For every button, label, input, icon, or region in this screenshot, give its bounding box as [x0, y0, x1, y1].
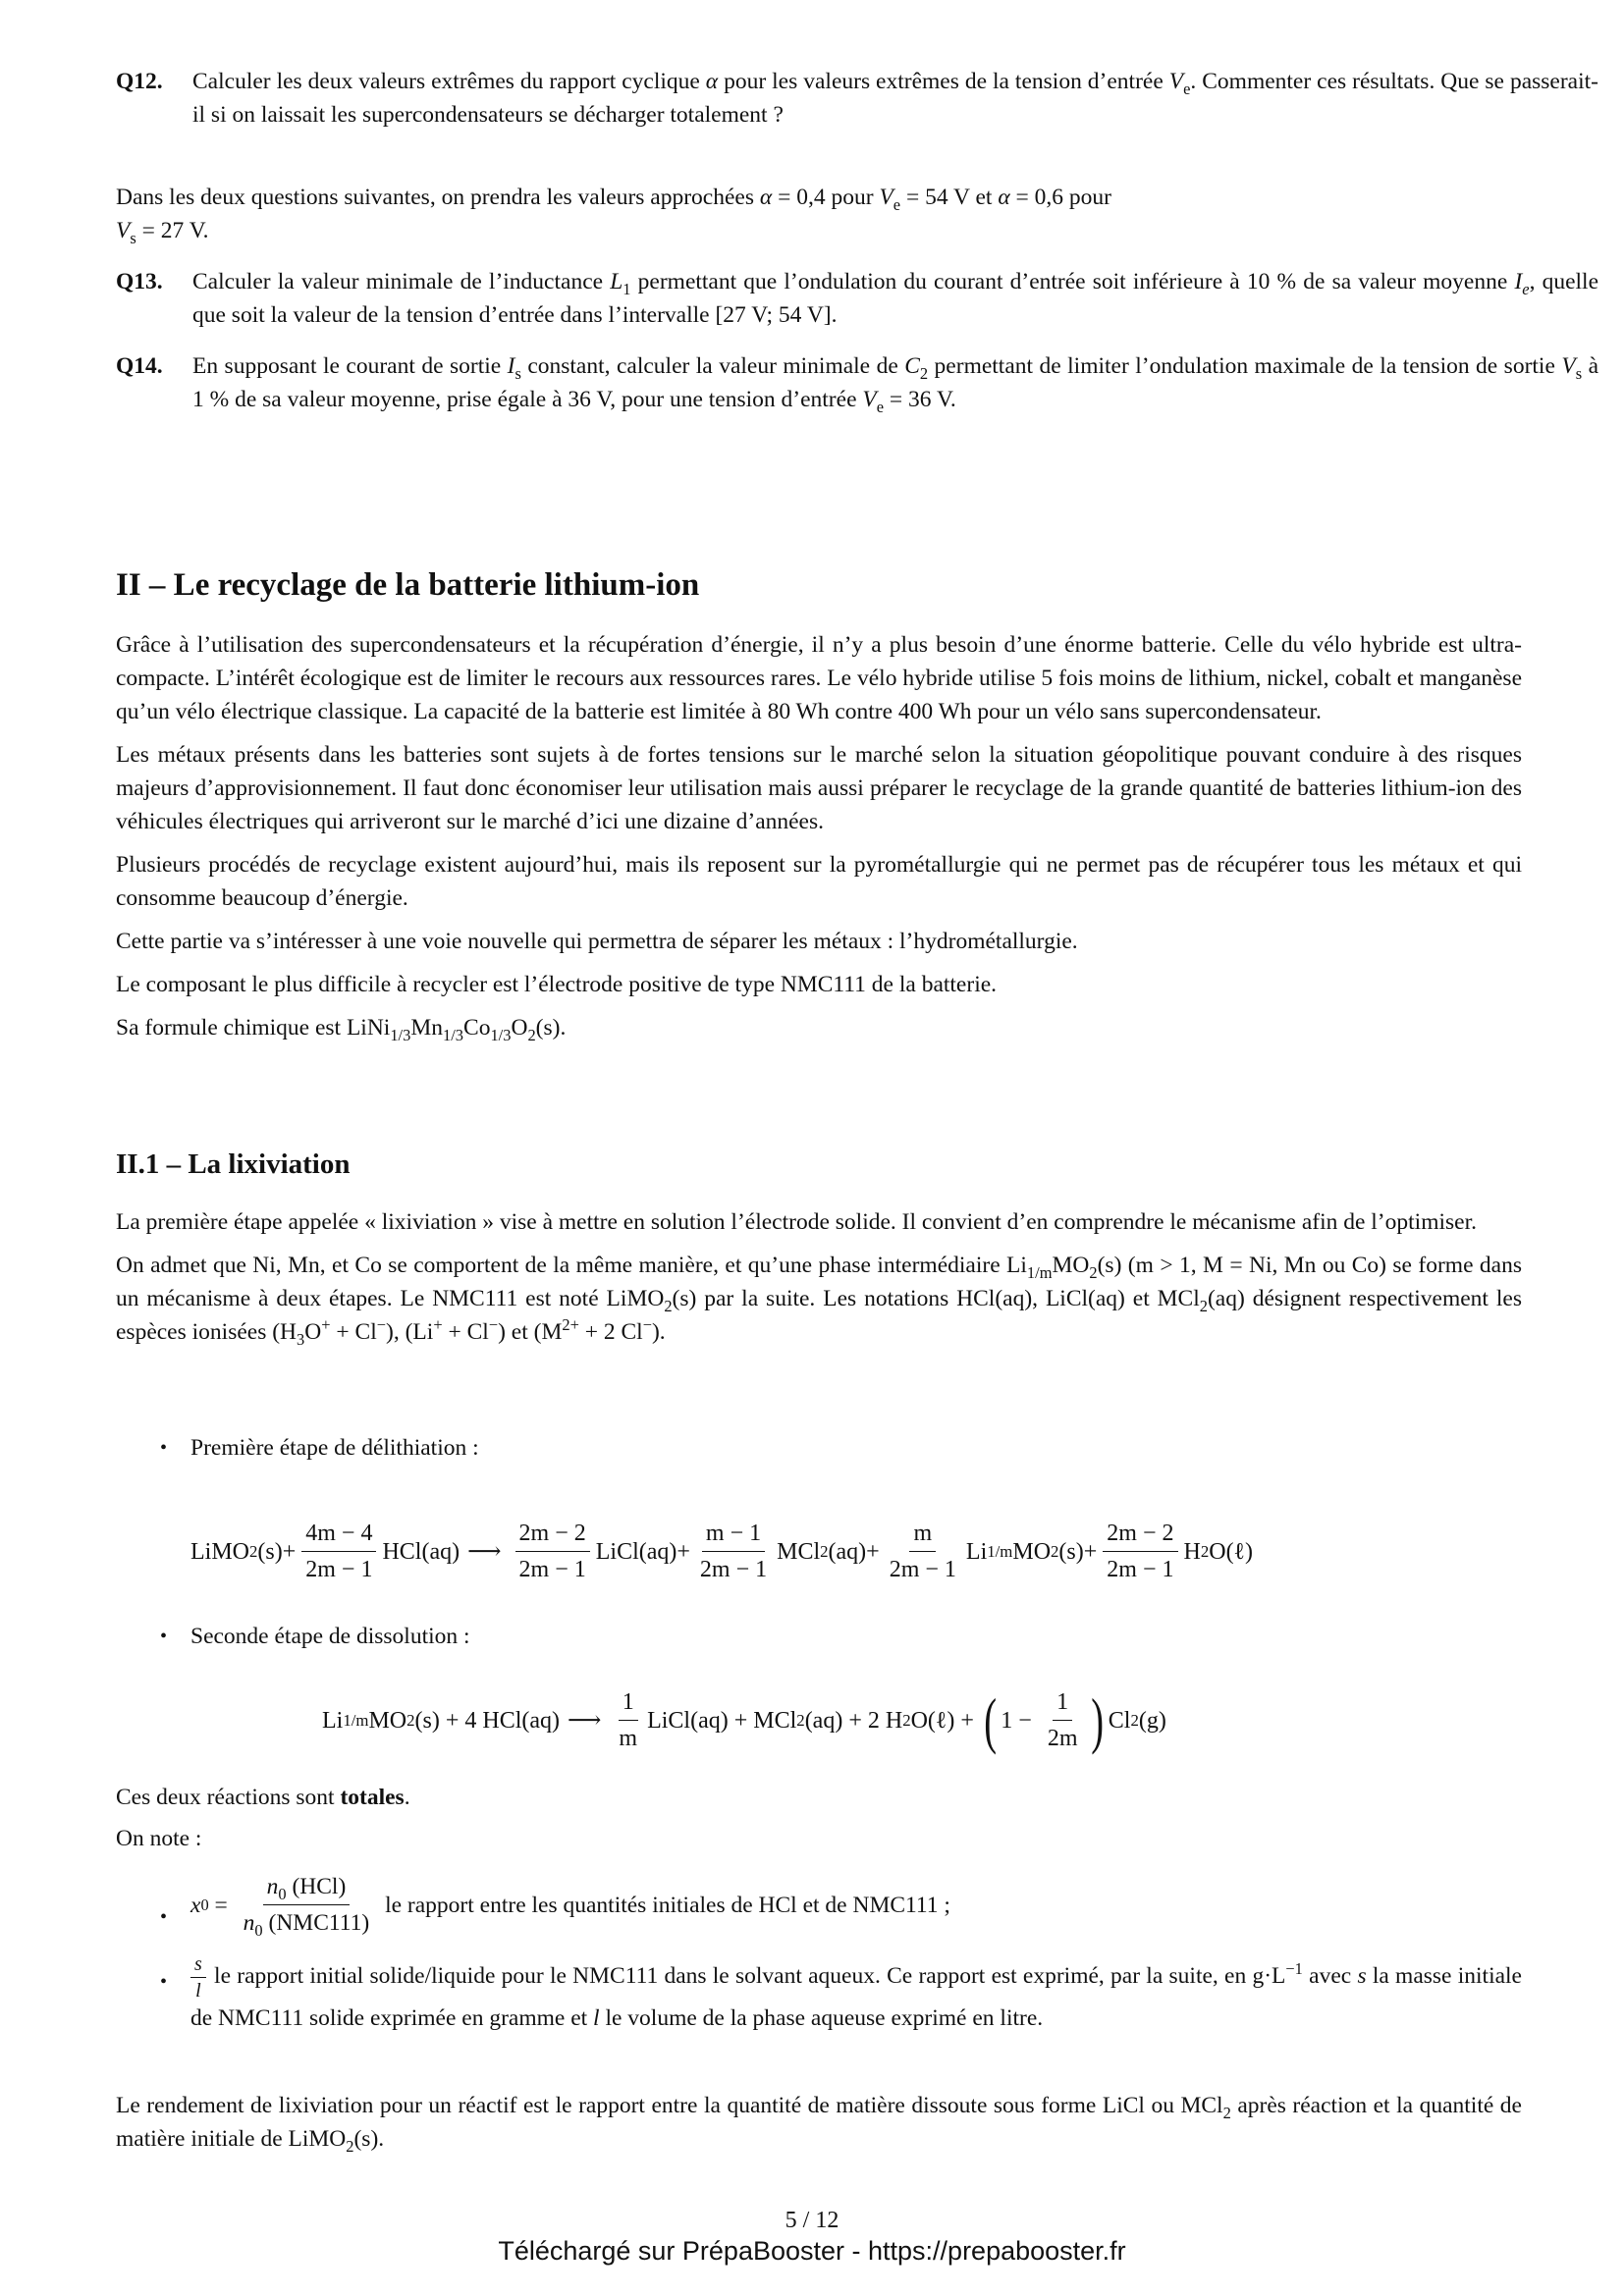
bullet-dissolution: • Seconde étape de dissolution : [116, 1620, 1522, 1653]
note-x0: • x 0 = $\frac{n_0 (HCl)}{n_0 (NMC111)}$ le rapport entre les quantités initiales de HCl et de NMC111 ; [116, 1871, 1522, 1939]
section-ii-body [116, 628, 1522, 1044]
paragraph: Plusieurs procédés de recyclage existent aujourd’hui, mais ils reposent sur la pyrométallurgie qui ne permet pas de récupérer tous les métaux et qui consomme beaucoup d’énergie. [116, 852, 1522, 911]
bullet-icon: • [160, 1626, 168, 1647]
paragraph-totales: Ces deux réactions sont totales. [116, 1785, 410, 1810]
question-q12: Q12. Calculer les deux valeurs extrêmes du rapport cyclique α pour les valeurs extrêmes de la tension d’entrée $V_e$. Commenter ces résultats. Que se passerait-il si on laissait les supercondensateurs se décharger totalement ? [116, 65, 1598, 132]
equation-delithiation: LiMO 2 (s) + $\frac{4m - 4}{2m - 1}$ HCl(aq) ⟶ $\frac{2m - 2}{2m - 1}$ LiCl(aq) + $\frac{m - 1}{2m - 1}$ MCl 2 (aq) + $\frac{m}{2m - 1}$ Li 1/m MO 2 (s) + $\frac{2m - 2}{2m - 1}$ H 2 O(ℓ) [190, 1518, 1253, 1585]
chemical-formula-paragraph: Sa formule chimique est $LiNi_{1/3}Mn_{1/3}Co_{1/3}O_2(s)$. [116, 1015, 567, 1044]
paragraph: Grâce à l’utilisation des supercondensateurs et la récupération d’énergie, il n’y a plus besoin d’une énorme batterie. Celle du vélo hybride est ultra-compacte. L’intérêt écologique est de limiter le recours aux ressources rares. Le vélo hybride utilise 5 fois moins de lithium, nickel, cobalt et manganèse qu’un vélo électrique classique. La capacité de la batterie est limitée à 80 Wh contre 400 Wh pour un vélo sans supercondensateur. [116, 632, 1522, 724]
page-number: 5 / 12 [785, 2208, 839, 2233]
section-title-ii: II – Le recyclage de la batterie lithium-ion [116, 567, 700, 603]
paragraph: Les métaux présents dans les batteries sont sujets à de fortes tensions sur le marché selon la situation géopolitique pouvant conduire à des risques majeurs d’approvisionnement. Il faut donc économiser leur utilisation mais aussi préparer le recyclage de la grande quantité de batteries lithium-ion des véhicules électriques qui arriveront sur le marché d’ici une dizaine d’années. [116, 742, 1522, 834]
download-credit: Téléchargé sur PrépaBooster - https://prepabooster.fr [498, 2236, 1126, 2266]
right-paren-icon: ) [1091, 1684, 1105, 1755]
question-q14: Q14. En supposant le courant de sortie $I_s$ constant, calculer la valeur minimale de $C_2$ permettant de limiter l’ondulation maximale de la tension de sortie $V_s$ à 1 % de sa valeur moyenne, prise égale à 36 V, pour une tension d’entrée $V_e = 36$ V. [116, 349, 1598, 416]
question-number: Q12. [116, 69, 163, 94]
question-number: Q13. [116, 269, 163, 294]
on-note-label: On note : [116, 1826, 202, 1851]
paragraph-rendement: Le rendement de lixiviation pour un réactif est le rapport entre la quantité de matière dissoute sous forme LiCl ou MCl$_2$ après réaction et la quantité de matière initiale de LiMO$_2$(s). [116, 2093, 1522, 2156]
left-paren-icon: ( [984, 1684, 998, 1755]
question-q13: Q13. Calculer la valeur minimale de l’inductance $L_1$ permettant que l’ondulation du courant d’entrée soit inférieure à 10 % de sa valeur moyenne $I_e$, quelle que soit la valeur de la tension d’entrée dans l’intervalle [27 V; 54 V]. [116, 265, 1598, 332]
paragraph: La première étape appelée « lixiviation » vise à mettre en solution l’électrode solide. Il convient d’en comprendre le mécanisme afin de l’optimiser. [116, 1209, 1477, 1235]
intro-paragraph: Dans les deux questions suivantes, on prendra les valeurs approchées α = 0,4 pour $V_e = 54$ V et α = 0,6 pour $V_s = 27$ V. [116, 185, 1111, 247]
bullet-delithiation: • Première étape de délithiation : [116, 1431, 1522, 1465]
equation-dissolution: Li 1/m MO 2 (s) + 4 HCl(aq) ⟶ $\frac{1}{m}$ LiCl(aq) + MCl 2 (aq) + 2 H 2 O(ℓ) + ( 1 − $\frac{1}{2m}$ ) Cl 2 (g) [322, 1684, 1166, 1755]
section-title-ii-1: II.1 – La lixiviation [116, 1148, 351, 1180]
bullet-icon: • [160, 1971, 168, 1993]
paragraph: Cette partie va s’intéresser à une voie nouvelle qui permettra de séparer les métaux : l’hydrométallurgie. [116, 929, 1078, 954]
paragraph: Le composant le plus difficile à recycler est l’électrode positive de type NMC111 de la batterie. [116, 972, 998, 997]
reaction-arrow-icon: ⟶ [467, 1538, 502, 1565]
section-ii-1-body [116, 1205, 1522, 1349]
reaction-arrow-icon: ⟶ [568, 1707, 602, 1734]
note-s-over-l: • $\frac{s}{l}$ le rapport initial solide/liquide pour le NMC111 dans le solvant aqueux. Ce rapport est exprimé, par la suite, en $g\cdot L^{-1}$ avec s la masse initiale de NMC111 solide exprimée en gramme et l le volume de la phase aqueuse exprimé en litre. [160, 1953, 1522, 2031]
bullet-icon: • [160, 1906, 168, 1928]
question-number: Q14. [116, 353, 163, 379]
paragraph: On admet que Ni, Mn, et Co se comportent de la même manière, et qu’une phase intermédiaire $Li_{1/m}MO_2(s) (m > 1$, M = Ni, Mn ou Co) se forme dans un mécanisme à deux étapes. Le NMC111 est noté LiMO$_2$(s) par la suite. Les notations HCl(aq), LiCl(aq) et MCl$_2$(aq) désignent respectivement les espèces ionisées $(H_3O^+ + Cl^-)$, (Li+ + Cl−) et ($M^{2+} + 2$ Cl−). [116, 1253, 1522, 1349]
bullet-icon: • [160, 1437, 168, 1459]
